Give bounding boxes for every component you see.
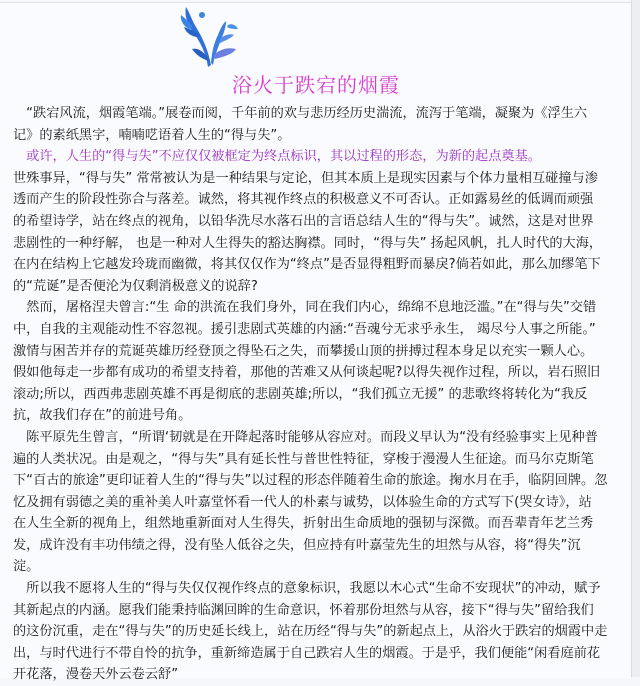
text-line: 透而产生的阶段性弥合与落差。诚然，将其视作终点的积极意义不可否认。正如露易丝的低调而顽强 (13, 192, 594, 208)
text-line: 的希望诗学，站在终点的视角，以铅华洗尽水落石出的言语总结人生的“得与失”。诚然，这是对世界 (13, 213, 594, 229)
text-line: 淀。 (13, 559, 40, 575)
text-line: “跌宕风流，烟霞笔端。”展卷而阅，千年前的欢与悲历经历史湍流，流泻于笔端，凝聚为《浮生六 (13, 106, 588, 121)
text-line: 的这份沉重，走在“得与失”的历史延长线上，站在历经“得与失”的新起点上，从浴火于跌宕的烟霞中走 (13, 624, 608, 640)
paragraph (13, 168, 625, 298)
text-line: 陈平原先生曾言，“所谓‘韧就是在开降起落时能够从容应对。而段义早认为“没有经验事实上见种普 (13, 429, 598, 445)
text-line: 世殊事异，“得与失” 常常被认为是一种结果与定论，但其本质上是现实因素与个体力量相互碰撞与渗 (13, 170, 598, 186)
text-line: 在内在结构上它越发玲珑而幽微，将其仅仅作为“终点”是否显得粗野而暴戾?倘若如此，那么加缪笔下 (13, 257, 601, 273)
text-line: 发，成许没有丰功伟绩之得，没有坠人低谷之失，但应持有叶嘉莹先生的坦然与从容，将“得失”沉 (13, 537, 581, 553)
text-line: 遍的人类状况。由是观之，“得与失”具有延长性与普世性特征，穿梭于漫漫人生征途。而马尔克斯笔 (13, 451, 594, 467)
text-line: 然而，屠格涅夫曾言:“生 命的洪流在我们身外，同在我们内心，绵绵不息地泛滥。”在“得与失”交错 (13, 300, 597, 316)
text-line: 悲剧性的一种纾解， 也是一种对人生得失的豁达胸襟。同时，“得与失” 扬起风帆，扎人时代的大海， (13, 235, 603, 251)
text-line: 记》的素纸黑字，喃喃呓语着人生的“得与失”。 (13, 127, 291, 143)
text-line: 忆及拥有弱德之美的重补美人叶嘉堂怀看一代人的朴素与诚势，以体验生命的方式写下(哭女诗》，站 (13, 494, 592, 510)
text-line: 所以我不愿将人生的“得与失仅仅视作终点的意象标识，我愿以木心式“生命不安现状”的冲动，赋予 (13, 581, 601, 597)
text-line: 其新起点的内涵。愿我们能秉持临渊回眸的生命意识，怀着那份坦然与从容，接下“得与失”留给我们 (13, 602, 594, 618)
text-line: 滚动;所以，西西弗悲剧英雄不再是彻底的悲剧英雄;所以，“我们孤立无援” 的悲歌终将转化为“我反 (13, 386, 588, 402)
paragraph (13, 297, 625, 427)
document-title: 浴火于跌宕的烟霞 (232, 73, 400, 97)
paragraph (13, 578, 625, 686)
text-line: 激情与困苦并存的荒诞英雄历经登顶之得坠石之失，而攀援山顶的拼搏过程本身足以充实一颗人心。 (13, 343, 594, 359)
text-line: 假如他每走一步都有成功的希望支持着，那他的苦难又从何谈起呢?以得失视作过程，所以，岩石照旧 (13, 365, 601, 381)
paragraph (13, 103, 625, 146)
coral-logo-icon (178, 5, 246, 69)
scrollbar-track[interactable] (631, 0, 640, 677)
document-page (0, 2, 632, 683)
text-line: 抗，故我们存在”的前进号角。 (13, 408, 192, 424)
document-body (13, 103, 625, 686)
text-line: 在人生全新的视角上，组然地重新面对人生得失，折射出生命质地的强韧与深微。而吾辈青年艺兰秀 (13, 516, 594, 532)
highlighted-thesis-paragraph (13, 146, 625, 168)
text-line: 的“荒诞”是否便沦为仅剩消极意义的说辞? (13, 278, 258, 294)
text-line: 中，自我的主观能动性不容忽视。援引悲剧式英雄的内涵:“吾魂兮无求乎永生， 竭尽兮人事之所能。” (13, 321, 596, 337)
text-line: 开花落，漫卷天外云卷云舒” (13, 667, 179, 683)
text-line: 下“百古的旅途”更印证着人生的“得与失”以过程的形态伴随着生命的旅途。掬水月在手，临阴回牌。忽 (13, 473, 608, 489)
text-line: 出，与时代进行不带自怜的抗争，重新缔造属于自己跌宕人生的烟霞。于是乎，我们便能“闲看庭前花 (13, 645, 601, 661)
text-line: 或许，人生的“得与失”不应仅仅被框定为终点标识，其以过程的形态，为新的起点奠基。 (13, 149, 541, 165)
paragraph (13, 427, 625, 578)
